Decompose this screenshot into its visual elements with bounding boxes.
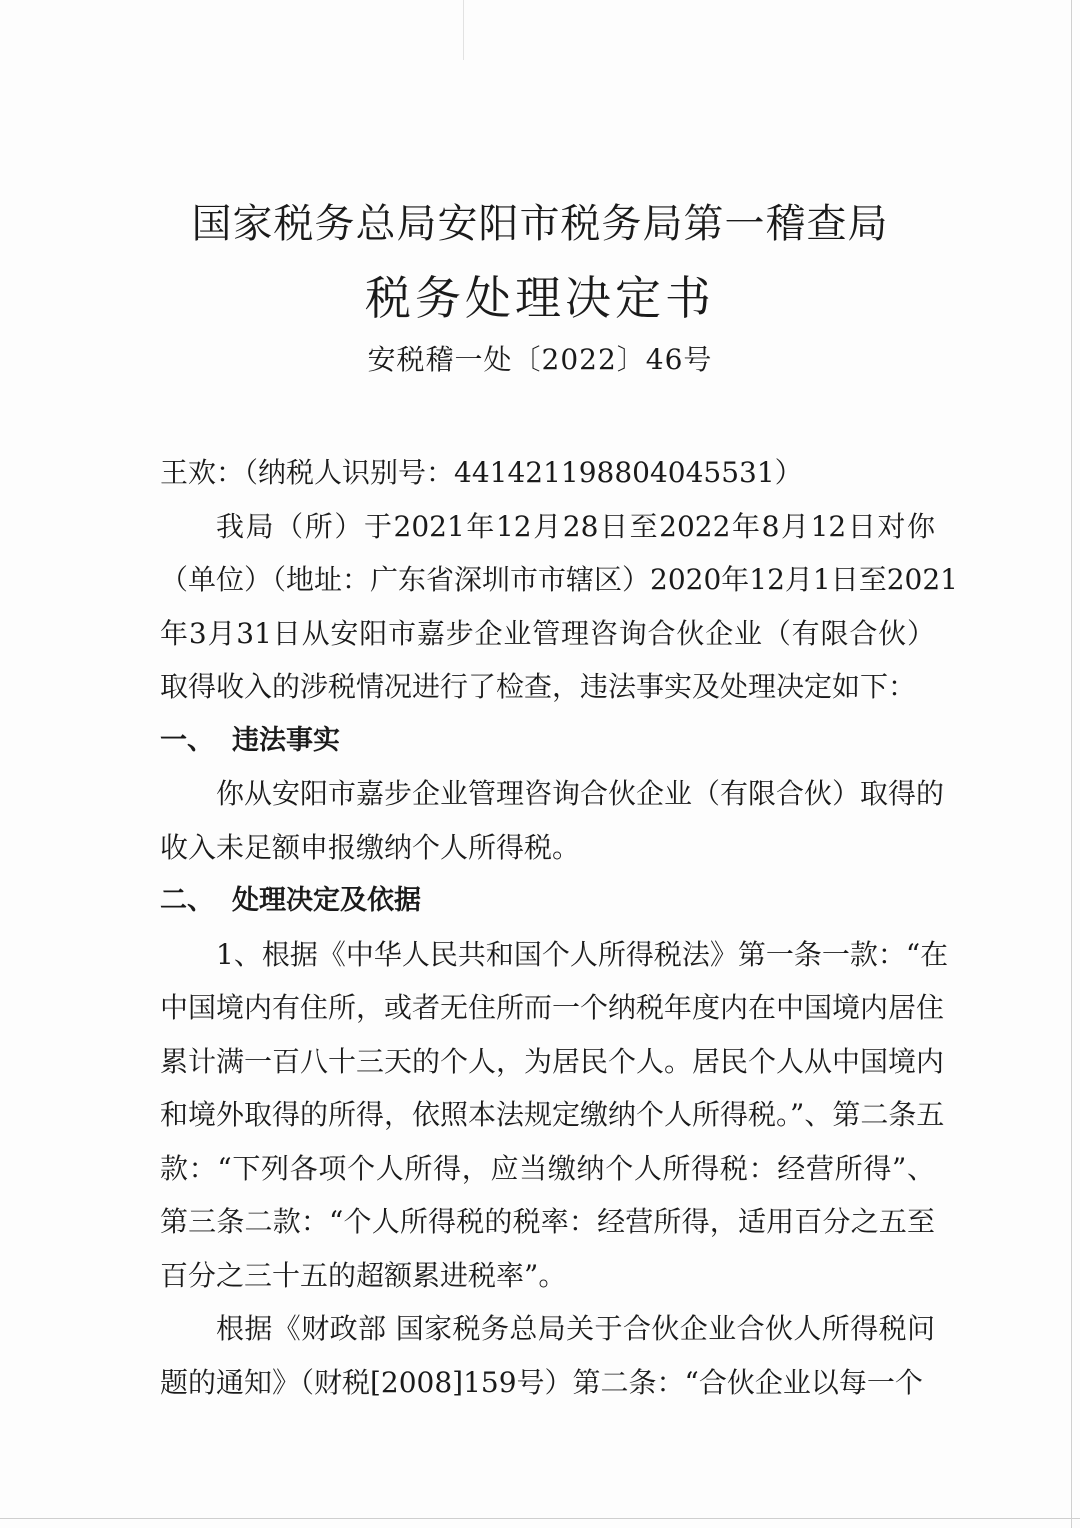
intro-line: （单位）（地址：广东省深圳市市辖区）2020年12月1日至2021 <box>160 563 958 596</box>
document-number: 安税稽一处〔2022〕46号 <box>367 343 713 376</box>
section-line: 收入未足额申报缴纳个人所得税。 <box>160 830 581 864</box>
section-heading-2 <box>160 874 935 928</box>
section-line: 根据《财政部 国家税务总局关于合伙企业合伙人所得税问 <box>216 1312 935 1345</box>
issuing-authority: 国家税务总局安阳市税务局第一稽查局 <box>191 201 889 247</box>
section-line: 累计满一百八十三天的个人，为居民个人。居民个人从中国境内 <box>160 1044 945 1078</box>
intro-line: 年3月31日从安阳市嘉步企业管理咨询合伙企业（有限合伙） <box>160 616 935 650</box>
section-line: 1、根据《中华人民共和国个人所得税法》第一条一款：“在 <box>216 937 949 971</box>
section-line: 第三条二款：“个人所得税的税率：经营所得，适用百分之五至 <box>160 1205 935 1238</box>
section-line: 百分之三十五的超额累进税率”。 <box>160 1258 567 1292</box>
section-number: 二、 <box>160 885 214 916</box>
section-title: 处理决定及依据 <box>232 885 421 916</box>
scan-bottom-line <box>0 1518 1080 1519</box>
section-line: 和境外取得的所得，依照本法规定缴纳个人所得税。”、第二条五 <box>160 1098 945 1131</box>
scan-artifact-line <box>463 0 464 60</box>
document-title: 税务处理决定书 <box>365 271 715 325</box>
section-heading-1 <box>160 714 935 768</box>
section-number: 一、 <box>160 724 214 756</box>
section-title: 违法事实 <box>232 724 340 756</box>
intro-line: 我局（所）于2021年12月28日至2022年8月12日对你 <box>216 509 935 543</box>
addressee-line: 王欢：（纳税人识别号：441421198804045531） <box>160 456 803 489</box>
document-body <box>160 446 958 1409</box>
section-line: 中国境内有住所，或者无住所而一个纳税年度内在中国境内居住 <box>160 991 945 1024</box>
section-line: 你从安阳市嘉步企业管理咨询合伙企业（有限合伙）取得的 <box>216 777 945 810</box>
section-line: 款：“下列各项个人所得，应当缴纳个人所得税：经营所得”、 <box>160 1151 935 1185</box>
section-line: 题的通知》（财税[2008]159号）第二条：“合伙企业以每一个 <box>160 1365 923 1399</box>
intro-line: 取得收入的涉税情况进行了检查，违法事实及处理决定如下： <box>160 670 917 703</box>
